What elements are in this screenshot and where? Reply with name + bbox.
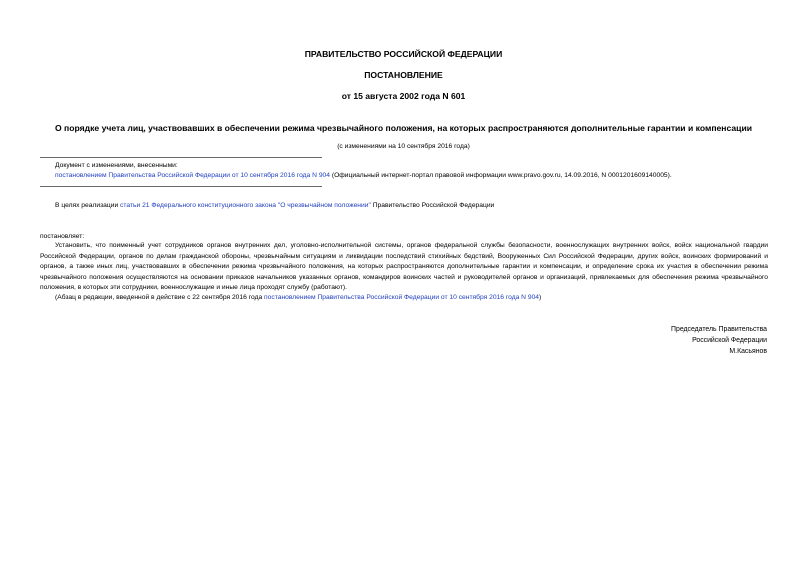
government-title: ПРАВИТЕЛЬСТВО РОССИЙСКОЙ ФЕДЕРАЦИИ <box>304 49 503 59</box>
body-paragraph: Установить, что поименный учет сотрудников органов внутренних дел, уголовно-исполнительной системы, органов федеральной службы безопасности, военнослужащих внутренних войск, войск национальной гвардии Российской Федерации, органов по делам гражданской обороны, чрезвычайным ситуациям и ликвидации последствий стихийных бедствий, Вооруженных Сил Российской Федерации, других войск, воинских формирований и органов, а также иных лиц, участвовавших в обеспечении режима чрезвычайного положения, на которых распространяются дополнительные гарантии и компенсации, и определение срока их участия в обеспечении режима чрезвычайного положения осуществляются на основании приказов начальников указанных органов, командиров воинских частей и руководителей органов и организаций, привлекаемых для обеспечения режима чрезвычайного положения, в которых эти сотрудники, военнослужащие и иные лица проходят службу (работают). <box>40 242 768 291</box>
edition-note-suffix: ) <box>539 294 542 301</box>
edition-note-prefix: (Абзац в редакции, введенной в действие с 22 сентября 2016 года <box>55 294 265 301</box>
changes-note: (с изменениями на 10 сентября 2016 года) <box>337 143 470 150</box>
top-divider <box>40 157 322 158</box>
amendment-link[interactable]: постановлением Правительства Российской Федерации от 10 сентября 2016 года N 904 <box>55 172 330 179</box>
law-article-link[interactable]: статьи 21 Федерального конституционного закона "О чрезвычайном положении" <box>120 202 371 209</box>
edition-link[interactable]: постановлением Правительства Российской Федерации от 10 сентября 2016 года N 904 <box>264 294 540 301</box>
amendment-source: (Официальный интернет-портал правовой информации www.pravo.gov.ru, 14.09.2016, N 0001201609140005). <box>329 172 672 179</box>
bottom-divider <box>40 186 322 187</box>
signature-name: М.Касьянов <box>729 348 767 355</box>
document-date-number: от 15 августа 2002 года N 601 <box>341 91 466 101</box>
preamble-prefix: В целях реализации <box>55 202 121 209</box>
amendments-label: Документ с изменениями, внесенными: <box>55 162 178 169</box>
amendments-line <box>55 171 672 181</box>
edition-note <box>55 293 541 303</box>
preamble <box>55 201 494 211</box>
signature-title-line2: Российской Федерации <box>692 337 767 344</box>
preamble-suffix: Правительство Российской Федерации <box>370 202 495 209</box>
signature-title-line1: Председатель Правительства <box>671 326 767 333</box>
document-type: ПОСТАНОВЛЕНИЕ <box>364 70 443 80</box>
resolves-word: постановляет: <box>40 233 85 240</box>
signature-block <box>671 324 767 357</box>
document-subject: О порядке учета лиц, участвовавших в обеспечении режима чрезвычайного положения, на которых распространяются дополнительные гарантии и компенсации <box>54 123 753 133</box>
